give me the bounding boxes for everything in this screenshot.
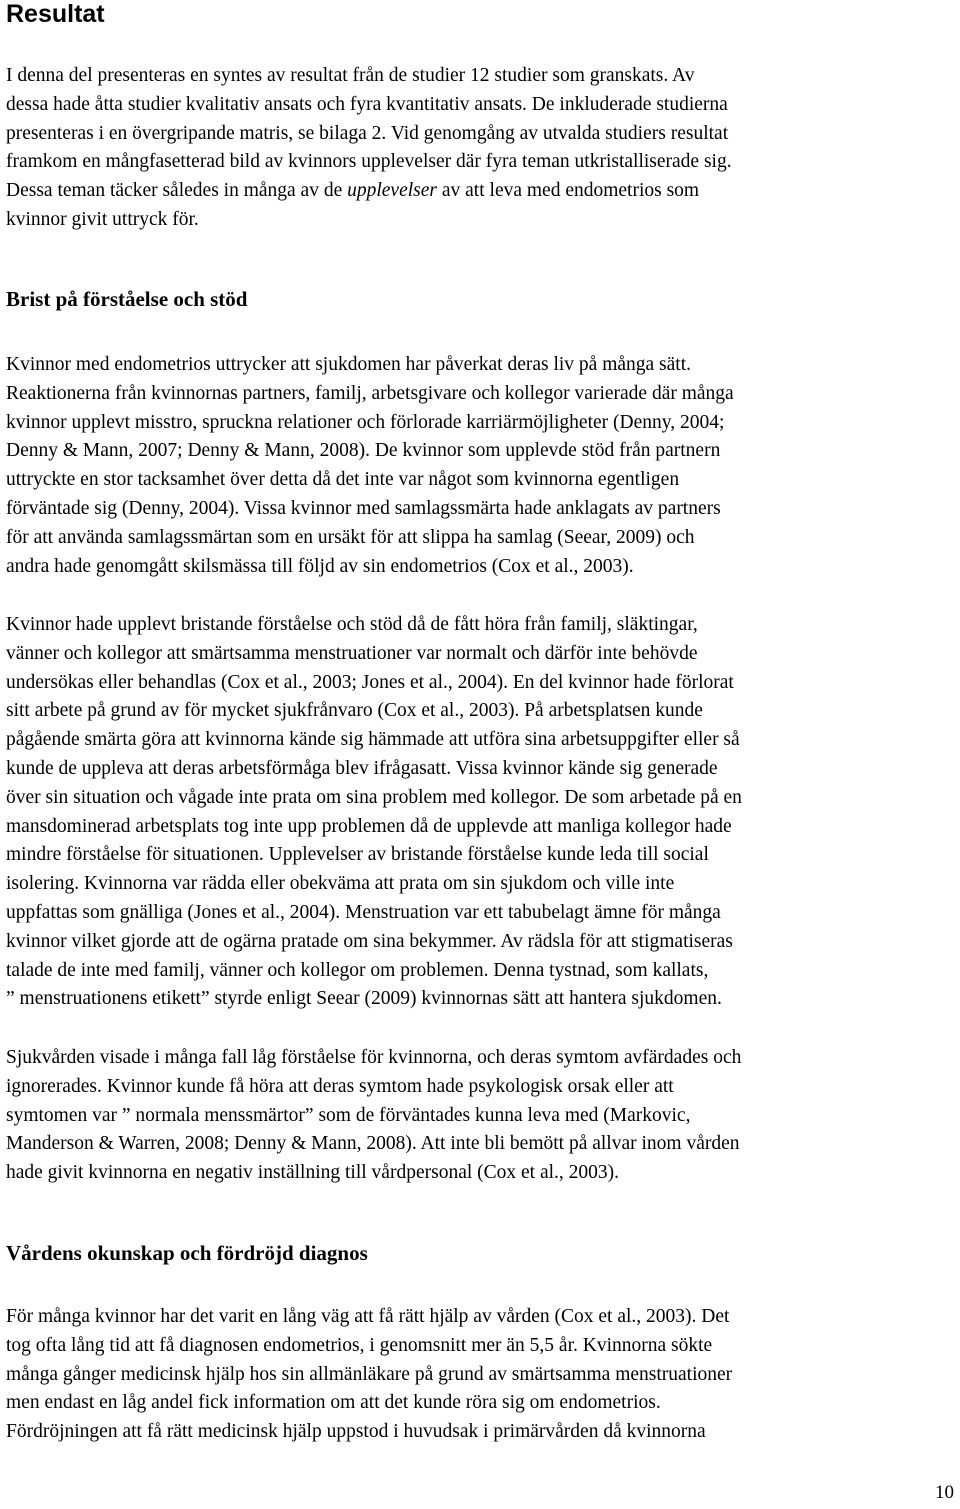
intro-end-italic: upplevelser (347, 180, 437, 202)
intro-paragraph (6, 62, 954, 235)
section-title-brist: Brist på förståelse och stöd (6, 287, 248, 311)
section2-paragraph-1: För många kvinnor har det varit en lång väg att få rätt hjälp av vården (Cox et al., 2003). Det tog ofta lång tid att få diagnosen endometrios, i genomsnitt mer än 5,5 år. Kvinnorna sökte många gånger medicinsk hjälp hos sin allmänläkare på grund av smärtsamma menstruationer men endast en låg andel fick information om att det kunde röra sig om endometrios. Fördröjningen att få rätt medicinsk hjälp uppstod i huvudsak i primärvården då kvinnorna (6, 1306, 733, 1443)
intro-text: I denna del presenteras en syntes av resultat från de studier 12 studier som granskats. Av dessa hade åtta studier kvalitativ ansats och fyra kvantitativ ansats. De inkluderade studierna presenteras i en övergripande matris, se bilaga 2. Vid genomgång av utvalda studiers resultat framkom en mångfasetterad bild av kvinnors upplevelser där fyra teman utkristalliserade sig. (6, 65, 732, 173)
section1-paragraph-2: Kvinnor hade upplevt bristande förståelse och stöd då de fått höra från familj, släktingar, vänner och kollegor att smärtsamma menstruationer var normalt och därför inte behövde undersökas eller behandlas (Cox et al., 2003; Jones et al., 2004). En del kvinnor hade förlorat sitt arbete på grund av för mycket sjukfrånvaro (Cox et al., 2003). På arbetsplatsen kunde pågående smärta göra att kvinnorna kände sig hämmade att utföra sina arbetsuppgifter eller så kunde de uppleva att deras arbetsförmåga blev ifrågasatt. Vissa kvinnor kände sig generade över sin situation och vågade inte prata om sina problem med kollegor. De som arbetade på en mansdominerad arbetsplats tog inte upp problemen då de upplevde att manliga kollegor hade mindre förståelse för situationen. Upplevelser av bristande förståelse kunde leda till social isolering. Kvinnorna var rädda eller obekväma att prata om sin sjukdom och ville inte uppfattas som gnälliga (Jones et al., 2004). Menstruation var ett tabubelagt ämne för många kvinnor vilket gjorde att de ogärna pratade om sina bekymmer. Av rädsla för att stigmatiseras talade de inte med familj, vänner och kollegor om problemen. Denna tystnad, som kallats, ” menstruationens etikett” styrde enligt Seear (2009) kvinnornas sätt att hantera sjukdomen. (6, 614, 742, 1010)
section-title-vardens: Vårdens okunskap och fördröjd diagnos (6, 1241, 368, 1265)
intro-end-before: Dessa teman täcker således in många av de (6, 180, 348, 202)
section1-paragraph-3: Sjukvården visade i många fall låg förståelse för kvinnorna, och deras symtom avfärdades och ignorerades. Kvinnor kunde få höra att deras symtom hade psykologisk orsak eller att symtomen var ” normala menssmärtor” som de förväntades kunna leva med (Markovic, Manderson & Warren, 2008; Denny & Mann, 2008). Att inte bli bemött på allvar inom vården hade givit kvinnorna en negativ inställning till vårdpersonal (Cox et al., 2003). (6, 1047, 742, 1184)
page-heading: Resultat (6, 0, 105, 28)
page-number: 10 (935, 1482, 954, 1503)
section1-paragraph-1: Kvinnor med endometrios uttrycker att sjukdomen har påverkat deras liv på många sätt. Reaktionerna från kvinnornas partners, familj, arbetsgivare och kollegor varierade där många kvinnor upplevt misstro, spruckna relationer och förlorade karriärmöjligheter (Denny, 2004; Denny & Mann, 2007; Denny & Mann, 2008). De kvinnor som upplevde stöd från partnern uttryckte en stor tacksamhet över detta då det inte var något som kvinnorna egentligen förväntade sig (Denny, 2004). Vissa kvinnor med samlagssmärta hade anklagats av partners för att använda samlagssmärtan som en ursäkt för att slippa ha samlag (Seear, 2009) och andra hade genomgått skilsmässa till följd av sin endometrios (Cox et al., 2003). (6, 354, 734, 577)
intro-end-after: av att leva med endometrios som kvinnor givit uttryck för. (6, 180, 700, 230)
